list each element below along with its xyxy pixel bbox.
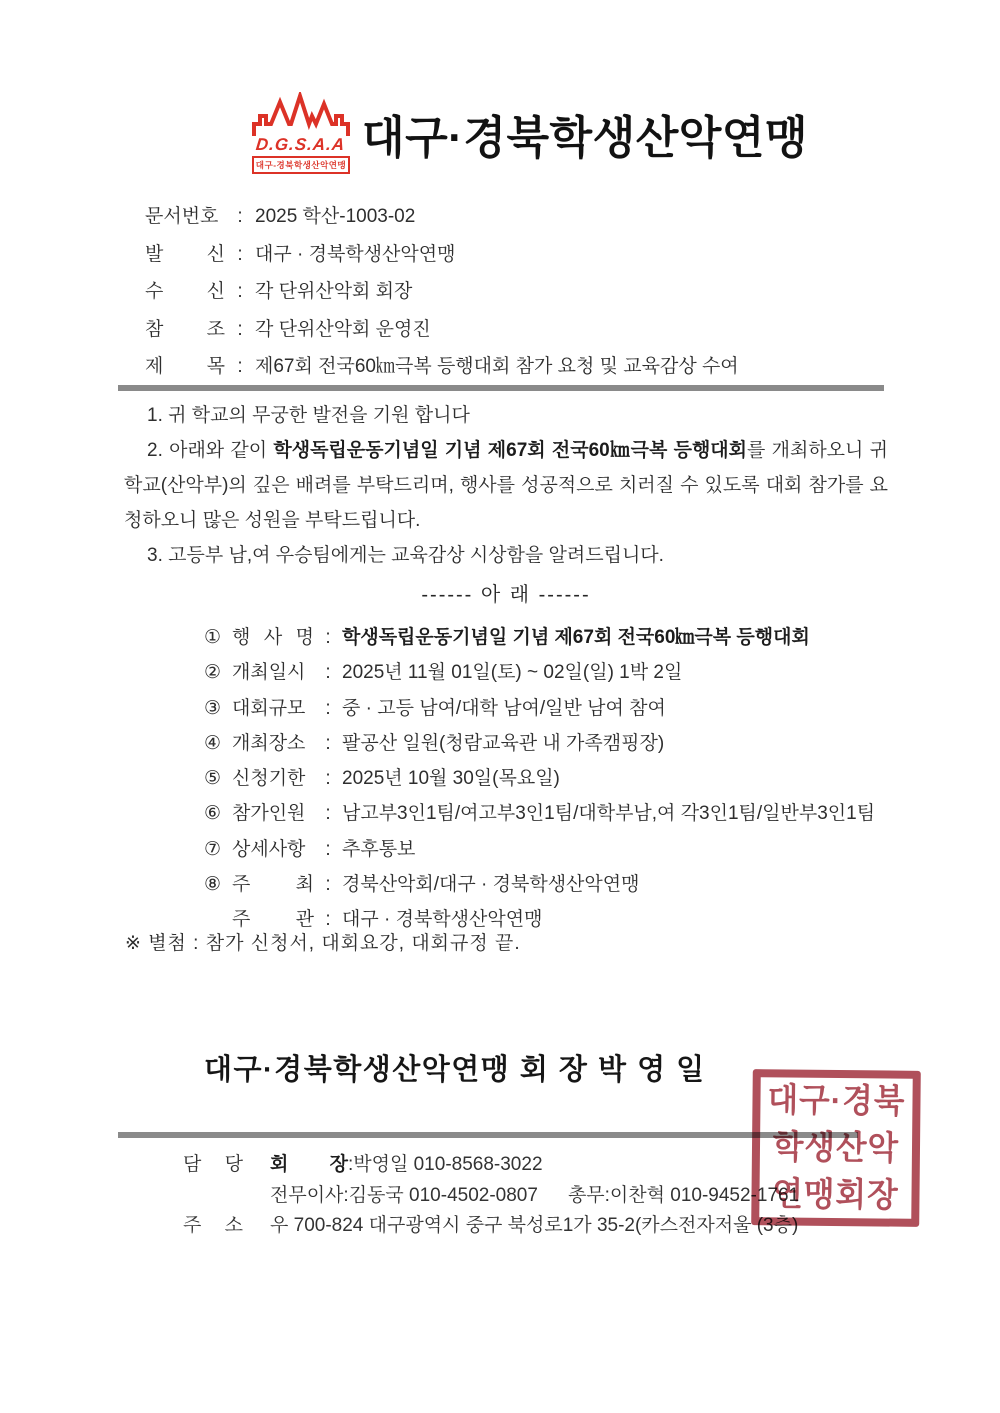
divider-bottom	[118, 1132, 858, 1138]
body-paragraph-3: 3. 고등부 남,여 우승팀에게는 교육감상 시상함을 알려드립니다.	[147, 545, 664, 566]
recipient-value: 각 단위산악회 회장	[255, 281, 413, 302]
secretary-phone: 총무:이찬혁 010-9452-1761	[567, 1184, 800, 1206]
recipient-label: 수 신	[145, 281, 225, 302]
federation-logo	[248, 92, 354, 174]
body-paragraph-1: 1. 귀 학교의 무궁한 발전을 기원 합니다	[147, 405, 470, 426]
attachment-note: ※ 별첨 : 참가 신청서, 대회요강, 대회규정 끝.	[125, 933, 521, 954]
seal-row-1: 대구·경북	[767, 1081, 906, 1121]
chairman-seal-stamp	[751, 1069, 921, 1227]
contact-row-officers	[183, 1181, 799, 1212]
letterhead	[248, 92, 817, 174]
address-value: 우 700-824 대구광역시 중구 북성로1가 35-2(카스전자저울 (3층)	[270, 1215, 799, 1236]
doc-number-row: 문서번호 : 2025 학산-1003-02	[145, 198, 739, 236]
page-title: 대구·경북학생산악연맹	[362, 111, 809, 163]
document-info	[145, 198, 739, 386]
list-item-host: ⑧ 주 최 : 경북산악회/대구 · 경북학생산악연맹	[204, 874, 640, 896]
logo-caption: 대구-경북학생산악연맹	[252, 156, 350, 174]
contact-row-address	[183, 1211, 799, 1242]
cc-label: 참 조	[145, 318, 225, 340]
cc-row: 참 조 : 각 단위산악회 운영진	[145, 311, 739, 349]
doc-number-label: 문서번호	[145, 206, 219, 227]
list-item-event-name: ① 행 사 명 : 학생독립운동기념일 기념 제67회 전국60㎞극복 등행대회	[204, 627, 810, 648]
chairman-phone: :박영일 010-8568-3022	[348, 1154, 543, 1175]
doc-number-value: 2025 학산-1003-02	[255, 206, 416, 227]
list-item-details: ⑦ 상세사항 : 추후통보	[204, 838, 416, 860]
list-item-participants: ⑥ 참가인원 : 남고부3인1팀/여고부3인1팀/대학부남,여 각3인1팀/일반부3인1팀	[204, 803, 876, 825]
event-details-list	[204, 620, 875, 938]
recipient-row: 수 신 : 각 단위산악회 회장	[145, 273, 739, 311]
seal-row-3: 연맹회장	[772, 1174, 899, 1214]
cc-value: 각 단위산악회 운영진	[255, 318, 431, 340]
event-name-bold: 학생독립운동기념일 기념 제67회 전국60㎞극복 등행대회	[273, 440, 748, 461]
sender-value: 대구 · 경북학생산악연맹	[255, 243, 456, 265]
contact-label: 담 당	[183, 1154, 243, 1175]
list-item-venue: ④ 개최장소 : 팔공산 일원(청람교육관 내 가족캠핑장)	[204, 732, 665, 754]
body-paragraph-2: 2. 아래와 같이 학생독립운동기념일 기념 제67회 전국60㎞극복 등행대회를 개최하오니 귀 학교(산악부)의 깊은 배려를 부탁드리며, 행사를 성공적으로 치러질 수 있도록 대회 참가를 요청하오니 많은 성원을 부탁드립니다.	[124, 440, 888, 531]
seal-row-2: 학생산악	[772, 1127, 900, 1168]
below-heading: ------ 아 래 ------	[421, 584, 591, 606]
chairman-role: 회 장	[270, 1154, 348, 1175]
subject-label: 제 목	[145, 356, 225, 377]
contact-row-chairman	[183, 1150, 799, 1181]
sender-label: 발 신	[145, 243, 225, 265]
list-item-scale: ③ 대회규모 : 중 · 고등 남여/대학 남여/일반 남여 참여	[204, 697, 666, 719]
list-item-date: ② 개최일시 : 2025년 11월 01일(토) ~ 02일(일) 1박 2일	[204, 662, 683, 684]
signature-line: 대구·경북학생산악연맹 회 장 박 영 일	[204, 1054, 706, 1086]
subject-value: 제67회 전국60㎞극복 등행대회 참가 요청 및 교육감상 수여	[255, 356, 739, 377]
sender-row: 발 신 : 대구 · 경북학생산악연맹	[145, 236, 739, 274]
mountain-logo-icon	[251, 92, 351, 138]
contact-block	[183, 1150, 799, 1242]
subject-row: 제 목 : 제67회 전국60㎞극복 등행대회 참가 요청 및 교육감상 수여	[145, 348, 739, 386]
divider-top	[118, 385, 884, 391]
letter-body	[124, 398, 888, 573]
address-label: 주 소	[183, 1215, 243, 1236]
logo-acronym: D.G.S.A.A	[255, 135, 347, 154]
list-item-organizer: 주 관 : 대구 · 경북학생산악연맹	[232, 909, 543, 931]
executive-director-phone: 전무이사:김동국 010-4502-0807	[270, 1184, 538, 1206]
list-item-deadline: ⑤ 신청기한 : 2025년 10월 30일(목요일)	[204, 768, 560, 790]
